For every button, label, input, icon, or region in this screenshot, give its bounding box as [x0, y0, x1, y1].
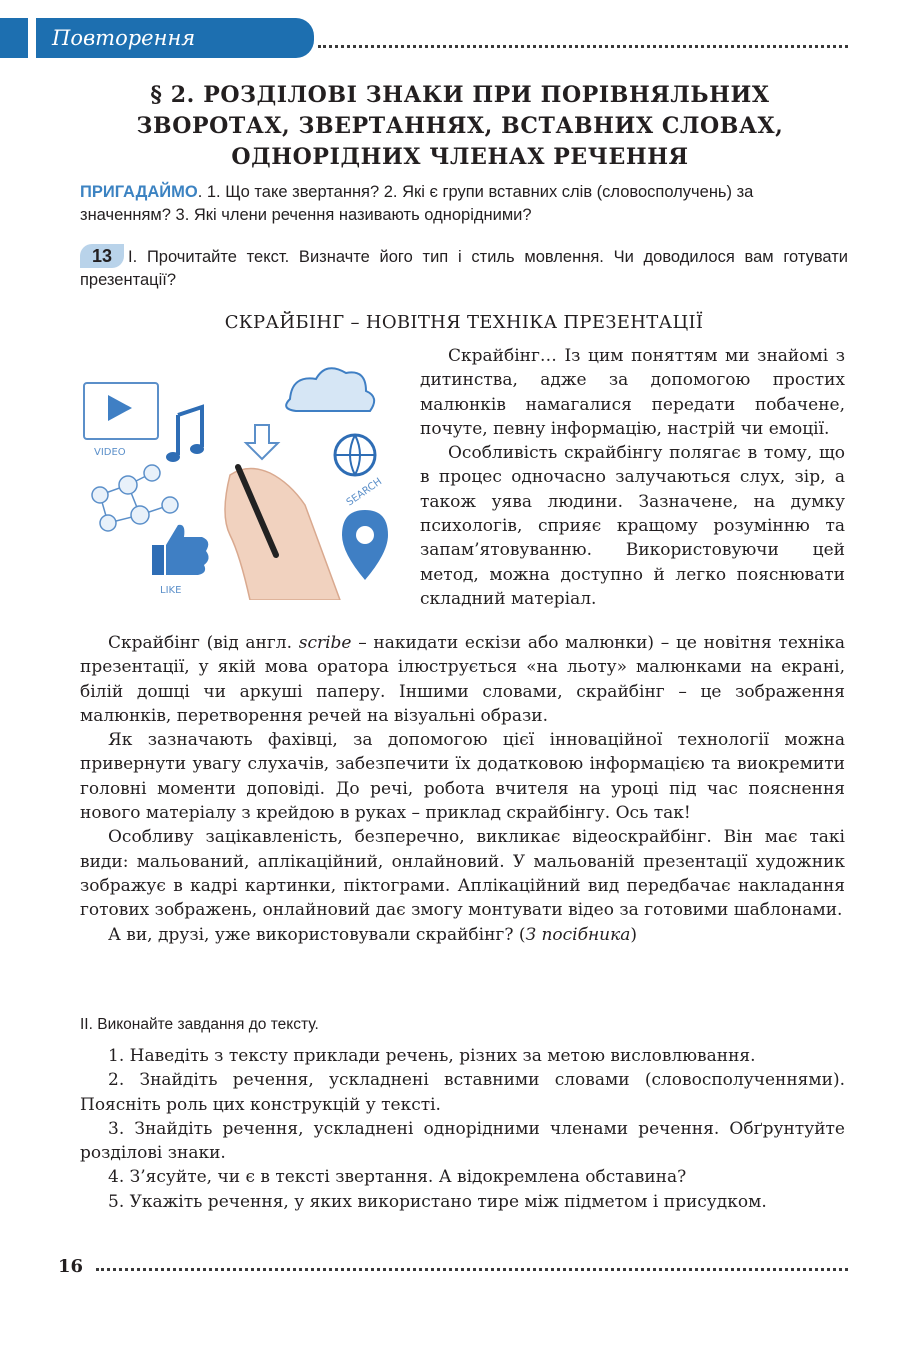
task-item-3: 3. Знайдіть речення, ускладнені однорідними членами речення. Обґрунтуйте розділові знаки. — [80, 1118, 845, 1164]
svg-text:VIDEO: VIDEO — [94, 447, 126, 458]
exercise-task-text: І. Прочитайте текст. Визначте його тип і стиль мовлення. Чи доводилося вам готувати презентації? — [80, 248, 848, 289]
svg-text:LIKE: LIKE — [160, 585, 182, 596]
task-item-5: 5. Укажіть речення, у яких використано тире між підметом і присудком. — [108, 1191, 767, 1212]
cloud-icon — [286, 368, 374, 411]
part-2-tasks — [80, 1044, 845, 1214]
header-dotted-rule — [318, 45, 848, 48]
p6-text-a: А ви, друзі, уже використовували скрайбінг? ( — [108, 924, 526, 945]
hand-with-marker — [225, 467, 340, 600]
task-item-1: 1. Наведіть з тексту приклади речень, різних за метою висловлювання. — [108, 1046, 756, 1066]
body-full-text — [80, 631, 845, 947]
thumbs-up-icon — [152, 525, 209, 596]
section-header: Повторення вивченого — [36, 18, 314, 58]
globe-icon — [335, 435, 384, 509]
body-paragraph-4: Як зазначають фахівці, за допомогою цієї інноваційної технології можна привернути увагу слухачів, забезпечити їх додатковою інформацією та виокремити головні моменти доповіді. До речі, робота вчителя на уроці під час пояснення нового матеріалу з крейдою в руках – приклад скрайбінгу. Ось так! — [80, 730, 845, 824]
paragraph-title — [110, 80, 810, 173]
exercise-task — [80, 244, 848, 292]
title-line-2: ЗВОРОТАХ, ЗВЕРТАННЯХ, ВСТАВНИХ СЛОВАХ, — [136, 113, 784, 139]
video-icon — [84, 383, 158, 458]
remember-text: . 1. Що таке звертання? 2. Які є групи вставних слів (словосполучень) за значенням? 3. Які члени речення називають однорідними? — [80, 183, 754, 224]
p3-text-b: – накидати ескізи або малюнки) – це новітня техніка презентації, у якій мова оратора ілюструється «на льоту» малюнками на екрані, білій дошці чи аркуші паперу. Іншими словами, скрайбінг – це зображення малюнків, перетворення речей на візуальні образи. — [80, 633, 845, 726]
task-item-4: 4. З’ясуйте, чи є в тексті звертання. А відокремлена обставина? — [108, 1167, 687, 1188]
body-paragraph-5: Особливу зацікавленість, безперечно, викликає відеоскрайбінг. Він має такі види: мальований, аплікаційний, онлайновий. У мальованій презентації художник зображує в кадрі картинки, піктограми. Аплікаційний вид передбачає накладання готових зображень, онлайновий дає змогу монтувати відео за готовими шаблонами. — [80, 827, 845, 921]
title-line-3: ОДНОРІДНИХ ЧЛЕНАХ РЕЧЕННЯ — [231, 144, 689, 170]
p6-text-b: ) — [630, 924, 638, 945]
body-paragraph-3 — [80, 631, 845, 728]
body-paragraph-6 — [80, 923, 845, 947]
network-icon — [92, 465, 178, 531]
text-title: СКРАЙБІНГ – НОВІТНЯ ТЕХНІКА ПРЕЗЕНТАЦІЇ — [224, 312, 704, 333]
footer-dotted-rule — [96, 1268, 848, 1271]
p3-text-a: Скрайбінг (від англ. — [108, 633, 299, 653]
body-paragraph-1: Скрайбінг… Із цим поняттям ми знайомі з дитинства, адже за допомогою простих малюнків намагалися передати побачене, почуте, певну інформацію, настрій чи емоції. — [420, 346, 845, 439]
p6-source: З посібника — [525, 924, 631, 945]
down-arrow-icon — [246, 425, 278, 459]
page-number: 16 — [58, 1256, 84, 1277]
task-item-2: 2. Знайдіть речення, ускладнені вставними словами (словосполученнями). Поясніть роль цих конструкцій у тексті. — [80, 1070, 845, 1115]
title-line-1: § 2. РОЗДІЛОВІ ЗНАКИ ПРИ ПОРІВНЯЛЬНИХ — [150, 82, 770, 108]
music-note-icon — [166, 407, 204, 462]
exercise-number-badge: 13 — [80, 244, 124, 268]
location-pin-icon — [342, 510, 388, 580]
text-column-right — [420, 344, 845, 611]
header-band — [0, 18, 28, 58]
body-paragraph-2: Особливість скрайбінгу полягає в тому, що в процес одночасно залучаються слух, зір, а також уява людини. Зазначене, на думку психологів, сприяє кращому розумінню та запам’ятовуванню. Використовуючи цей метод, можна доступно й легко пояснювати складний матеріал. — [420, 443, 845, 609]
svg-text:SEARCH: SEARCH — [344, 476, 385, 509]
p3-english-word: scribe — [298, 633, 352, 653]
part-2-label: ІІ. Виконайте завдання до тексту. — [80, 1016, 319, 1033]
remember-label: ПРИГАДАЙМО — [80, 183, 198, 201]
remember-block — [80, 181, 848, 227]
scribing-illustration — [80, 355, 405, 600]
